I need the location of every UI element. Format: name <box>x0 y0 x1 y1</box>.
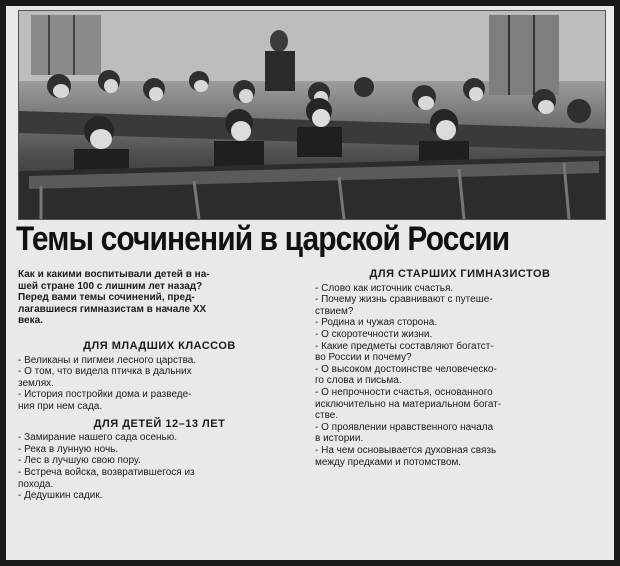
topic-line: между предками и потомством. <box>315 456 462 468</box>
right-column <box>315 269 605 468</box>
topic-line: - Дедушкин садик. <box>18 490 103 502</box>
section-title-older: ДЛЯ СТАРШИХ ГИМНАЗИСТОВ <box>369 268 551 280</box>
topic-line: го слова и письма. <box>315 375 402 387</box>
topic-line: - Почему жизнь сравнивают с путеше- <box>315 294 493 306</box>
intro-line: Перед вами темы сочинений, пред- <box>18 292 195 304</box>
left-column <box>18 269 301 502</box>
topic-line: землях. <box>18 377 54 389</box>
intro-text <box>18 269 301 327</box>
topic-line: - Встреча войска, возвратившегося из <box>18 466 195 478</box>
intro-line: века. <box>18 315 43 327</box>
intro-line: шей стране 100 с лишним лет назад? <box>18 280 203 292</box>
topic-line: исключительно на материальном богат- <box>315 398 502 410</box>
topic-line: - Какие предметы составляют богатст- <box>315 340 494 352</box>
topic-line: - Лес в лучшую свою пору. <box>18 455 141 467</box>
section-title-younger: ДЛЯ МЛАДШИХ КЛАССОВ <box>83 339 236 352</box>
classroom-photo-drawing <box>19 11 605 219</box>
topic-line: - Слово как источник счастья. <box>315 282 454 294</box>
topic-line: - О том, что видела птичка в дальних <box>18 366 192 378</box>
topic-line: во России и почему? <box>315 352 412 364</box>
topic-line: ствием? <box>315 305 354 317</box>
topic-line: - История постройки дома и разведе- <box>18 389 192 401</box>
topic-line: - Замирание нашего сада осенью. <box>18 432 178 444</box>
topic-line: - Родина и чужая сторона. <box>315 317 438 329</box>
intro-line: лагавшиеся гимназистам в начале XX <box>18 303 207 315</box>
newspaper-clipping <box>6 6 614 560</box>
section-title-kids: ДЛЯ ДЕТЕЙ 12–13 ЛЕТ <box>93 417 226 430</box>
topic-line: ния при нем сада. <box>18 400 103 412</box>
topic-line: - На чем основывается духовная связь <box>315 444 497 456</box>
headline: Темы сочинений в царской России <box>16 220 510 258</box>
topic-line: - Река в лунную ночь. <box>18 443 119 455</box>
topic-line: - О скоротечности жизни. <box>315 328 433 340</box>
topic-line: - О высоком достоинстве человеческо- <box>315 363 497 375</box>
topic-line: - О непрочности счастья, основанного <box>315 386 493 398</box>
topic-line: похода. <box>18 478 54 490</box>
topic-line: - Великаны и пигмеи лесного царства. <box>18 354 197 366</box>
topic-line: - О проявлении нравственного начала <box>315 421 494 433</box>
topic-line: в истории. <box>315 433 364 445</box>
classroom-photo <box>18 10 606 220</box>
topic-line: стве. <box>315 410 339 422</box>
intro-line: Как и какими воспитывали детей в на- <box>18 269 210 280</box>
